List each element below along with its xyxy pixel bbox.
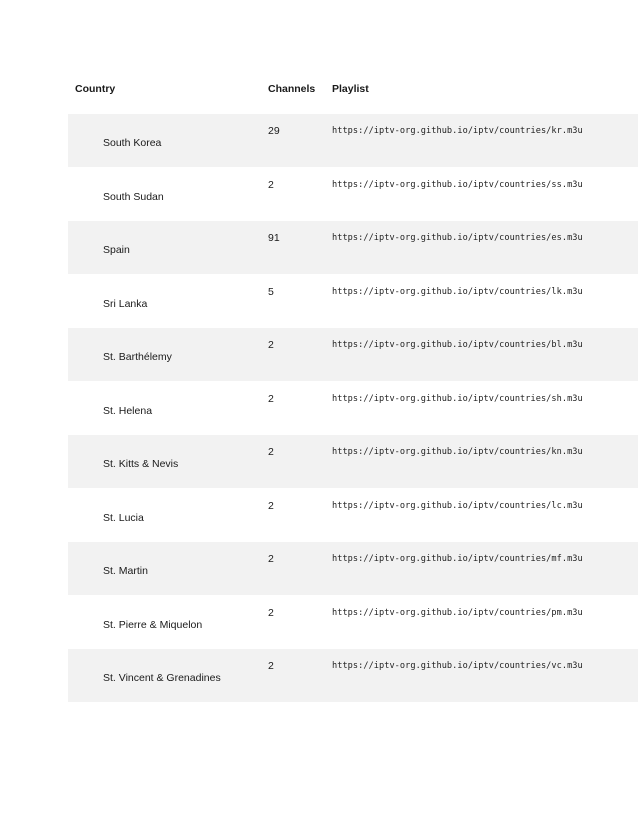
country-cell: St. Barthélemy: [103, 351, 172, 363]
channels-cell: 2: [268, 446, 274, 458]
playlist-url[interactable]: https://iptv-org.github.io/iptv/countries/lc.m3u: [332, 500, 583, 511]
table-row: [68, 328, 638, 382]
playlist-url[interactable]: https://iptv-org.github.io/iptv/countries/pm.m3u: [332, 607, 583, 618]
table-header: [68, 80, 638, 102]
table-row: [68, 221, 638, 275]
country-cell: South Sudan: [103, 190, 164, 203]
playlist-url[interactable]: https://iptv-org.github.io/iptv/countries/es.m3u: [332, 233, 583, 243]
country-cell: South Korea: [103, 137, 162, 149]
table-row: [68, 489, 638, 543]
playlist-url[interactable]: https://iptv-org.github.io/iptv/countries/mf.m3u: [332, 554, 583, 564]
country-cell: St. Martin: [103, 565, 148, 577]
channels-cell: 2: [268, 392, 274, 405]
table-row: [68, 168, 638, 222]
country-cell: Sri Lanka: [103, 297, 148, 310]
channels-cell: 2: [268, 660, 274, 672]
channels-cell: 2: [268, 499, 274, 512]
channels-cell: 91: [268, 232, 280, 244]
channels-cell: 2: [268, 178, 274, 191]
playlist-url[interactable]: https://iptv-org.github.io/iptv/countries/kn.m3u: [332, 447, 583, 457]
table-row: [68, 649, 638, 703]
channels-cell: 2: [268, 606, 274, 619]
playlist-url[interactable]: https://iptv-org.github.io/iptv/countries/bl.m3u: [332, 340, 583, 350]
playlist-url[interactable]: https://iptv-org.github.io/iptv/countries/vc.m3u: [332, 661, 583, 671]
country-cell: Spain: [103, 244, 130, 256]
playlist-url[interactable]: https://iptv-org.github.io/iptv/countries/kr.m3u: [332, 126, 583, 136]
header-playlist: Playlist: [332, 83, 369, 95]
country-cell: St. Pierre & Miquelon: [103, 618, 203, 631]
table-row: [68, 275, 638, 329]
country-cell: St. Kitts & Nevis: [103, 458, 179, 470]
country-cell: St. Helena: [103, 404, 153, 417]
header-country: Country: [75, 83, 116, 95]
channels-cell: 5: [268, 285, 274, 298]
channels-cell: 29: [268, 125, 280, 137]
table-row: [68, 596, 638, 650]
playlist-url[interactable]: https://iptv-org.github.io/iptv/countries/sh.m3u: [332, 393, 583, 404]
channels-cell: 2: [268, 339, 274, 351]
table-body: [68, 114, 638, 703]
table-row: [68, 114, 638, 168]
country-cell: St. Lucia: [103, 511, 144, 524]
playlist-url[interactable]: https://iptv-org.github.io/iptv/countries/ss.m3u: [332, 179, 583, 190]
table-row: [68, 382, 638, 436]
channels-cell: 2: [268, 553, 274, 565]
table-row: [68, 542, 638, 596]
header-channels: Channels: [268, 83, 316, 95]
playlist-url[interactable]: https://iptv-org.github.io/iptv/countries/lk.m3u: [332, 286, 583, 297]
table-row: [68, 435, 638, 489]
country-cell: St. Vincent & Grenadines: [103, 672, 221, 684]
